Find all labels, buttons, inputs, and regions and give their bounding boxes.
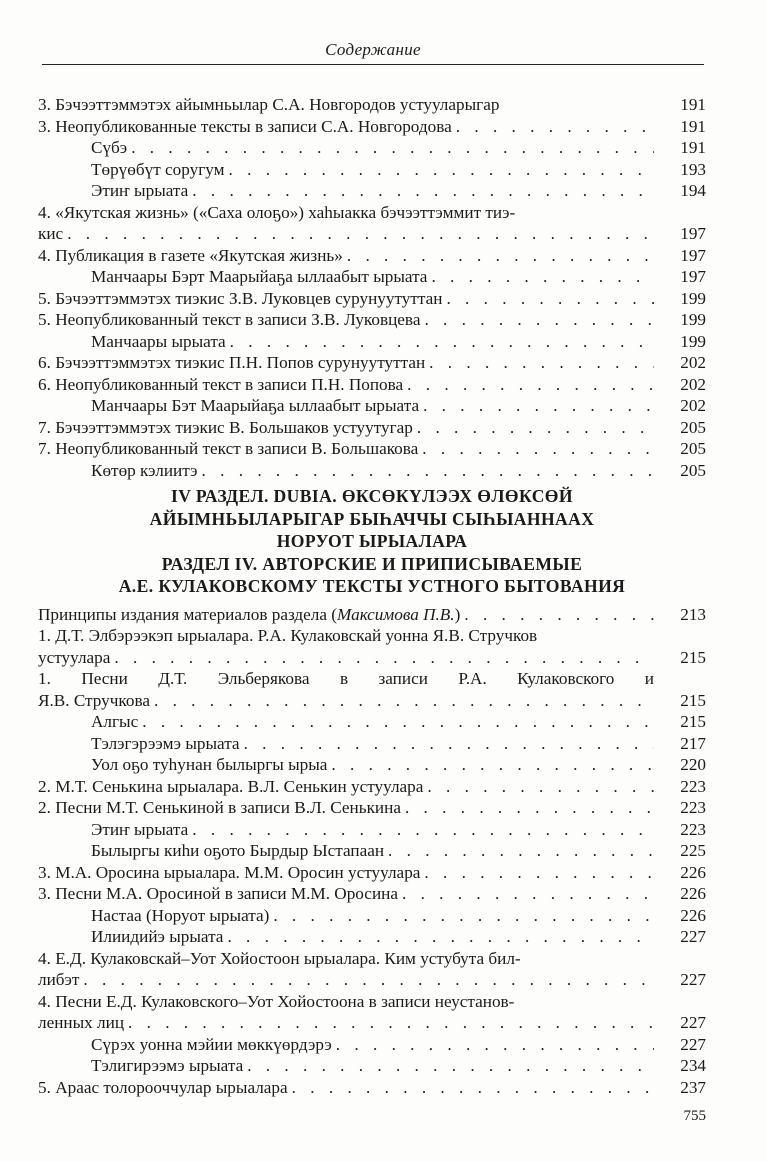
toc-page-number: 205	[658, 417, 706, 439]
toc-entry[interactable]	[38, 116, 706, 138]
toc-entry[interactable]	[38, 94, 706, 116]
toc-entry-title: Былыргы киһи оҕото Бырдыр Ыстапаан . . .	[38, 840, 654, 862]
toc-entry-title: Настаа (Норуот ырыата) . . .	[38, 905, 654, 927]
toc-entry-title: Манчаары Бэрт Маарыйаҕа ыллаабыт ырыата . . .	[38, 266, 654, 288]
toc-page-number: 234	[658, 1055, 706, 1077]
toc-entry-title: 7. Неопубликованный текст в записи В. Большакова . . .	[38, 438, 654, 460]
toc-page-number: 205	[658, 460, 706, 482]
toc-entry-title: 5. Араас толорооччулар ырыалара . . .	[38, 1077, 654, 1099]
toc-entry-title: Төрүөбүт соругум . . .	[38, 159, 654, 181]
toc-entry[interactable]	[38, 417, 706, 439]
toc-entry-title: 4. Е.Д. Кулаковскай–Уот Хойостоон ырыалара. Ким устубута бил-	[38, 948, 521, 968]
section-heading-line: IV РАЗДЕЛ. DUBIA. ӨКСӨКҮЛЭЭХ ӨЛӨКСӨЙ	[171, 486, 573, 506]
toc-list-top	[38, 94, 706, 481]
toc-list-bottom	[38, 625, 706, 1098]
toc-entry-title: Манчаары ырыата . . .	[38, 331, 654, 353]
toc-entry[interactable]	[38, 460, 706, 482]
toc-entry[interactable]	[38, 159, 706, 181]
toc-entry[interactable]	[38, 438, 706, 460]
toc-entry-title: 5. Неопубликованный текст в записи З.В. Луковцева . . .	[38, 309, 654, 331]
toc-page-number: 191	[658, 116, 706, 138]
toc-page-number: 227	[658, 1034, 706, 1056]
toc-entry	[38, 625, 706, 647]
toc-entry[interactable]	[38, 352, 706, 374]
toc-entry-title: 7. Бэчээттэммэтэх тиэкис В. Большаков устуутугар . . .	[38, 417, 654, 439]
toc-entry-title: 4. «Якутская жизнь» («Саха олоҕо») хаһыакка бэчээттэммит тиэ-	[38, 202, 516, 222]
toc-page-number: 193	[658, 159, 706, 181]
section-heading-line: НОРУОТ ЫРЫАЛАРА	[276, 531, 468, 551]
toc-entry-title: 1. Песни Д.Т. Эльберякова в записи Р.А. Кулаковского и	[38, 669, 654, 688]
toc-page-number: 226	[658, 862, 706, 884]
toc-entry-title: 1. Д.Т. Элбэрээкэп ырыалара. Р.А. Кулаковскай уонна Я.В. Стручков	[38, 626, 538, 645]
toc-entry-title: Тэлигирээмэ ырыата . . .	[38, 1055, 654, 1077]
toc-entry-title: 6. Неопубликованный текст в записи П.Н. Попова . . .	[38, 374, 654, 396]
toc-entry-title: Сүрэх уонна мэйии мөккүөрдэрэ . . .	[38, 1034, 654, 1056]
section-heading-line: АЙЫМНЬЫЛАРЫГАР БЫҺАЧЧЫ СЫҺЫАННААХ	[149, 508, 595, 529]
page-number: 755	[683, 1108, 706, 1124]
toc-entry[interactable]	[38, 905, 706, 927]
toc-page-number: 213	[658, 604, 706, 626]
section-heading	[38, 481, 706, 604]
toc-page-number: 215	[658, 711, 706, 733]
toc-entry-title: Этиҥ ырыата . . .	[38, 819, 654, 841]
toc-page-number: 226	[658, 883, 706, 905]
toc-entry-title: Сүбэ . . .	[38, 137, 654, 159]
toc-page-number: 197	[658, 223, 706, 245]
toc-entry[interactable]	[38, 223, 706, 245]
toc-entry-title: 4. Песни Е.Д. Кулаковского–Уот Хойостоона в записи неустанов-	[38, 991, 515, 1011]
toc-entry-title: Я.В. Стручкова . . .	[38, 690, 654, 712]
toc-entry-title: ленных лиц . . .	[38, 1012, 654, 1034]
toc-entry[interactable]	[38, 776, 706, 798]
toc-entry-title: 3. Песни М.А. Оросиной в записи М.М. Оросина . . .	[38, 883, 654, 905]
toc-page-number: 191	[658, 94, 706, 116]
toc-entry-title: кис . . .	[38, 223, 654, 245]
table-of-contents	[38, 94, 706, 1098]
toc-entry-title: 2. М.Т. Сенькина ырыалара. В.Л. Сенькин устуулара . . .	[38, 776, 654, 798]
toc-entry-title: Көтөр кэлиитэ . . .	[38, 460, 654, 482]
toc-entry-title: Илиидийэ ырыата . . .	[38, 926, 654, 948]
toc-entry[interactable]	[38, 969, 706, 991]
toc-entry[interactable]	[38, 711, 706, 733]
header-rule	[42, 64, 704, 65]
toc-entry[interactable]	[38, 1055, 706, 1077]
toc-entry[interactable]	[38, 819, 706, 841]
toc-entry[interactable]	[38, 690, 706, 712]
toc-entry-title: Уол оҕо туһунан былыргы ырыа . . .	[38, 754, 654, 776]
toc-entry-title: 6. Бэчээттэммэтэх тиэкис П.Н. Попов сурунуутуттан . . .	[38, 352, 654, 374]
toc-entry[interactable]	[38, 862, 706, 884]
editor-name: Максимова П.В.	[337, 604, 455, 624]
toc-page-number: 199	[658, 331, 706, 353]
toc-entry[interactable]	[38, 245, 706, 267]
toc-entry[interactable]	[38, 1034, 706, 1056]
toc-entry-title: 3. Неопубликованные тексты в записи С.А. Новгородова . . .	[38, 116, 654, 138]
toc-entry-title: 4. Публикация в газете «Якутская жизнь» . . .	[38, 245, 654, 267]
toc-entry	[38, 668, 706, 690]
toc-entry[interactable]	[38, 883, 706, 905]
running-head: Содержание	[325, 40, 421, 59]
toc-page-number: 202	[658, 352, 706, 374]
toc-entry[interactable]	[38, 309, 706, 331]
toc-page-number: 227	[658, 926, 706, 948]
toc-entry-title: 3. Бэчээттэммэтэх айымньылар С.А. Новгородов устууларыгар	[38, 95, 500, 114]
toc-entry-title: 2. Песни М.Т. Сенькиной в записи В.Л. Сенькина . . .	[38, 797, 654, 819]
toc-entry[interactable]	[38, 288, 706, 310]
toc-page-number: 215	[658, 690, 706, 712]
toc-page-number: 217	[658, 733, 706, 755]
toc-entry[interactable]	[38, 754, 706, 776]
section-heading-line: А.Е. КУЛАКОВСКОМУ ТЕКСТЫ УСТНОГО БЫТОВАНИЯ	[118, 576, 626, 596]
toc-page-number: 199	[658, 309, 706, 331]
toc-entry[interactable]	[38, 797, 706, 819]
toc-page-number: 223	[658, 797, 706, 819]
toc-entry-title: либэт . . .	[38, 969, 654, 991]
toc-entry-title: Манчаары Бэт Маарыйаҕа ыллаабыт ырыата . . .	[38, 395, 654, 417]
toc-entry[interactable]	[38, 180, 706, 202]
toc-page-number: 226	[658, 905, 706, 927]
toc-page-number: 215	[658, 647, 706, 669]
toc-page-number: 202	[658, 374, 706, 396]
toc-entry[interactable]	[38, 647, 706, 669]
toc-entry-title: Тэлэгэрээмэ ырыата . . .	[38, 733, 654, 755]
toc-page-number: 199	[658, 288, 706, 310]
toc-page-number: 223	[658, 776, 706, 798]
toc-entry-title: 5. Бэчээттэммэтэх тиэкис З.В. Луковцев сурунуутуттан . . .	[38, 288, 654, 310]
toc-entry-title: Этиҥ ырыата . . .	[38, 180, 654, 202]
toc-entry[interactable]	[38, 137, 706, 159]
toc-entry[interactable]	[38, 331, 706, 353]
toc-entry[interactable]	[38, 1077, 706, 1099]
toc-entry	[38, 948, 706, 970]
toc-entry-title: Принципы издания материалов раздела (Максимова П.В.) . . .	[38, 604, 654, 626]
toc-entry[interactable]	[38, 395, 706, 417]
toc-entry[interactable]	[38, 1012, 706, 1034]
toc-page-number: 194	[658, 180, 706, 202]
toc-page-number: 197	[658, 245, 706, 267]
section-heading-line: РАЗДЕЛ IV. АВТОРСКИЕ И ПРИПИСЫВАЕМЫЕ	[161, 553, 583, 574]
toc-entry-title: 3. М.А. Оросина ырыалара. М.М. Оросин устуулара . . .	[38, 862, 654, 884]
toc-entry	[38, 991, 706, 1013]
toc-entry[interactable]	[38, 374, 706, 396]
toc-page-number: 191	[658, 137, 706, 159]
toc-entry[interactable]	[38, 266, 706, 288]
toc-entry[interactable]	[38, 733, 706, 755]
toc-entry-title: Алгыс . . .	[38, 711, 654, 733]
toc-entry[interactable]	[38, 840, 706, 862]
toc-entry-principles[interactable]	[38, 604, 706, 626]
toc-page-number: 197	[658, 266, 706, 288]
toc-entry[interactable]	[38, 926, 706, 948]
toc-page-number: 227	[658, 1012, 706, 1034]
toc-page-number: 237	[658, 1077, 706, 1099]
toc-page-number: 227	[658, 969, 706, 991]
toc-entry-title: устуулара . . .	[38, 647, 654, 669]
toc-entry	[38, 202, 706, 224]
toc-page-number: 205	[658, 438, 706, 460]
toc-page-number: 223	[658, 819, 706, 841]
toc-page-number: 220	[658, 754, 706, 776]
toc-page-number: 225	[658, 840, 706, 862]
toc-page-number: 202	[658, 395, 706, 417]
